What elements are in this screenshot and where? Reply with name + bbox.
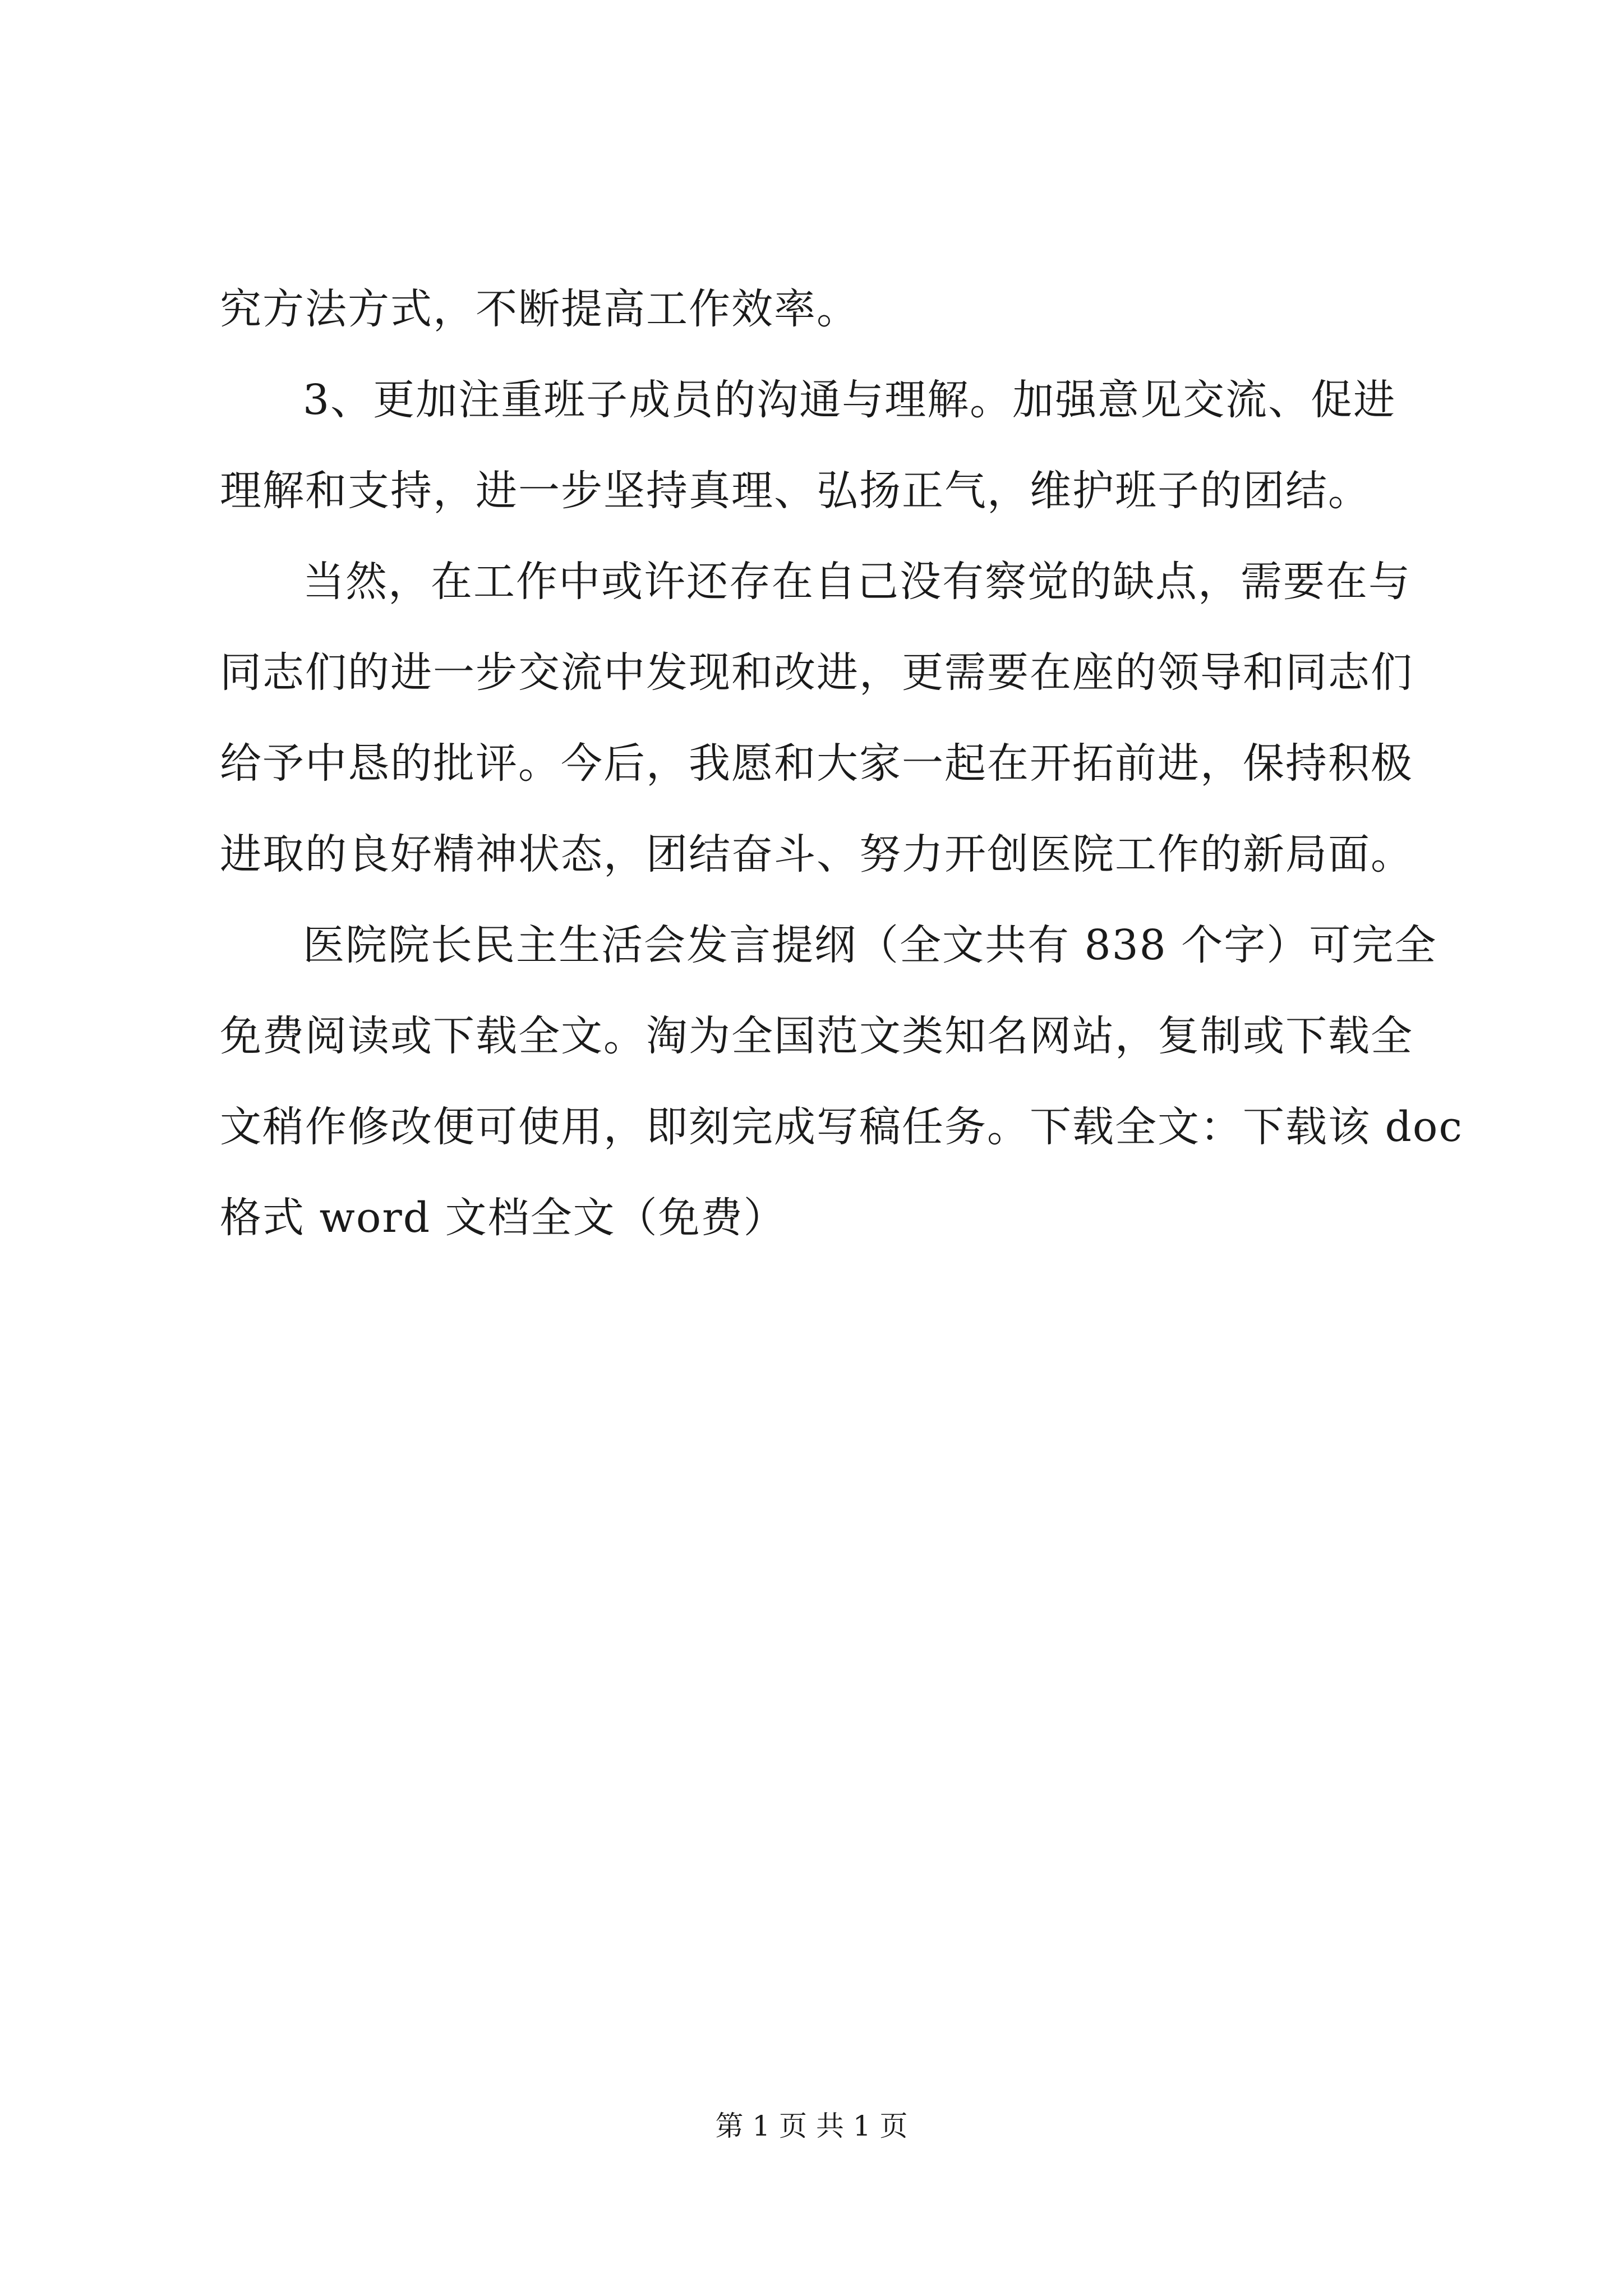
text-line: 同志们的进一步交流中发现和改进，更需要在座的领导和同志们 [220, 648, 1413, 697]
text-line: 理解和支持，进一步坚持真理、弘扬正气，维护班子的团结。 [220, 467, 1371, 515]
text-line: 究方法方式，不断提高工作效率。 [220, 285, 859, 333]
page-number-footer: 第 1 页 共 1 页 [715, 2110, 908, 2142]
document-body [220, 264, 1463, 1263]
text-line: 给予中恳的批评。今后，我愿和大家一起在开拓前进，保持积极 [220, 739, 1413, 788]
text-line: 当然，在工作中或许还存在自己没有察觉的缺点，需要在与 [303, 558, 1411, 606]
text-line: 格式 word 文档全文（免费） [220, 1194, 786, 1242]
text-line: 文稍作修改便可使用，即刻完成写稿任务。下载全文：下载该 doc [220, 1103, 1463, 1151]
text-line: 进取的良好精神状态，团结奋斗、努力开创医院工作的新局面。 [220, 830, 1413, 878]
text-line: 医院院长民主生活会发言提纲（全文共有 838 个字）可完全 [303, 921, 1437, 969]
text-line: 3、更加注重班子成员的沟通与理解。加强意见交流、促进 [303, 376, 1396, 424]
text-line: 免费阅读或下载全文。淘为全国范文类知名网站，复制或下载全 [220, 1012, 1413, 1060]
